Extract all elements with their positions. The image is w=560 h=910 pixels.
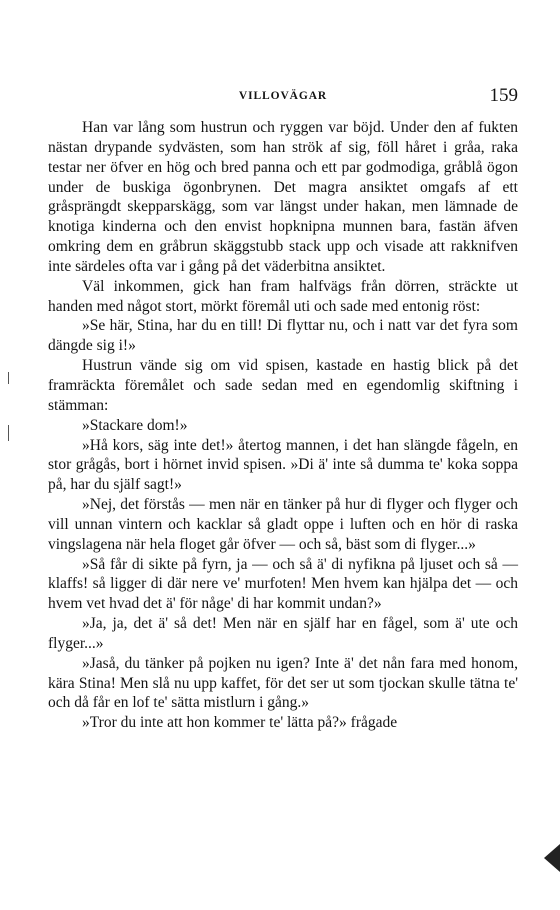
paragraph: Hustrun vände sig om vid spisen, kastade en hastig blick på det framräckta föremålet och sade sedan med en egendomlig skiftning i stämman: <box>48 357 518 414</box>
paragraph: »Så får di sikte på fyrn, ja — och så ä' di nyfikna på ljuset och så — klaffs! så ligger di där nere ve' murfoten! Men hvem kan hjälpa det — och hvem vet hvad det ä' för någe' di har kommit undan?» <box>48 555 518 613</box>
body-text <box>48 118 518 733</box>
page-number: 159 <box>489 85 518 106</box>
paragraph: »Ja, ja, det ä' så det! Men när en själf har en fågel, som ä' ute och flyger...» <box>48 615 518 652</box>
paragraph: »Stackare dom!» <box>82 416 188 434</box>
paragraph: »Nej, det förstås — men när en tänker på hur di flyger och flyger och vill unnan vintern och kacklar så gladt oppe i luften och en hör di raska vingslagena när hela floget går öfver — och så, bäst som di flyger...» <box>48 496 518 553</box>
running-head <box>48 86 518 110</box>
paragraph: Han var lång som hustrun och ryggen var böjd. Under den af fukten nästan drypande sydvästen, som han strök af sig, föll håret i gråa, raka testar ner öfver en hög och bred panna och ett par godmodiga, gråblå ögon under de buskiga ögonbrynen. Det magra ansiktet omgafs af ett gråsprängdt skepparskägg, som var längst under hakan, men lämnade de knotiga kinderna och den envist hopknipna munnen bara, fastän äfven omkring dem en gråbrun skäggstubb stack upp och visade att rakknifven inte särdeles ofta var i gång på det väderbitna ansiktet. <box>48 119 518 275</box>
paragraph: »Jaså, du tänker på pojken nu igen? Inte ä' det nån fara med honom, kära Stina! Men slå nu upp kaffet, för det ser ut som tjockan skulle tätna te' och då får en lof te' sätta mistlurn i gång.» <box>48 654 518 712</box>
margin-mark <box>8 425 9 441</box>
paragraph: »Tror du inte att hon kommer te' lätta på?» frågade <box>82 714 398 732</box>
page-corner-mark <box>544 844 560 872</box>
margin-mark <box>8 372 9 384</box>
paragraph: »Se här, Stina, har du en till! Di flyttar nu, och i natt var det fyra som dängde sig i!» <box>48 317 518 355</box>
paragraph: »Hå kors, säg inte det!» återtog mannen, i det han slängde fågeln, en stor grågås, bort i hörnet invid spisen. »Di ä' inte så dumma te' koka soppa på, har du själf sagt!» <box>48 436 518 494</box>
running-title: VILLOVÄGAR <box>238 90 328 102</box>
paragraph: Väl inkommen, gick han fram halfvägs från dörren, sträckte ut handen med något stort, mörkt föremål uti och sade med entonig röst: <box>48 277 518 315</box>
